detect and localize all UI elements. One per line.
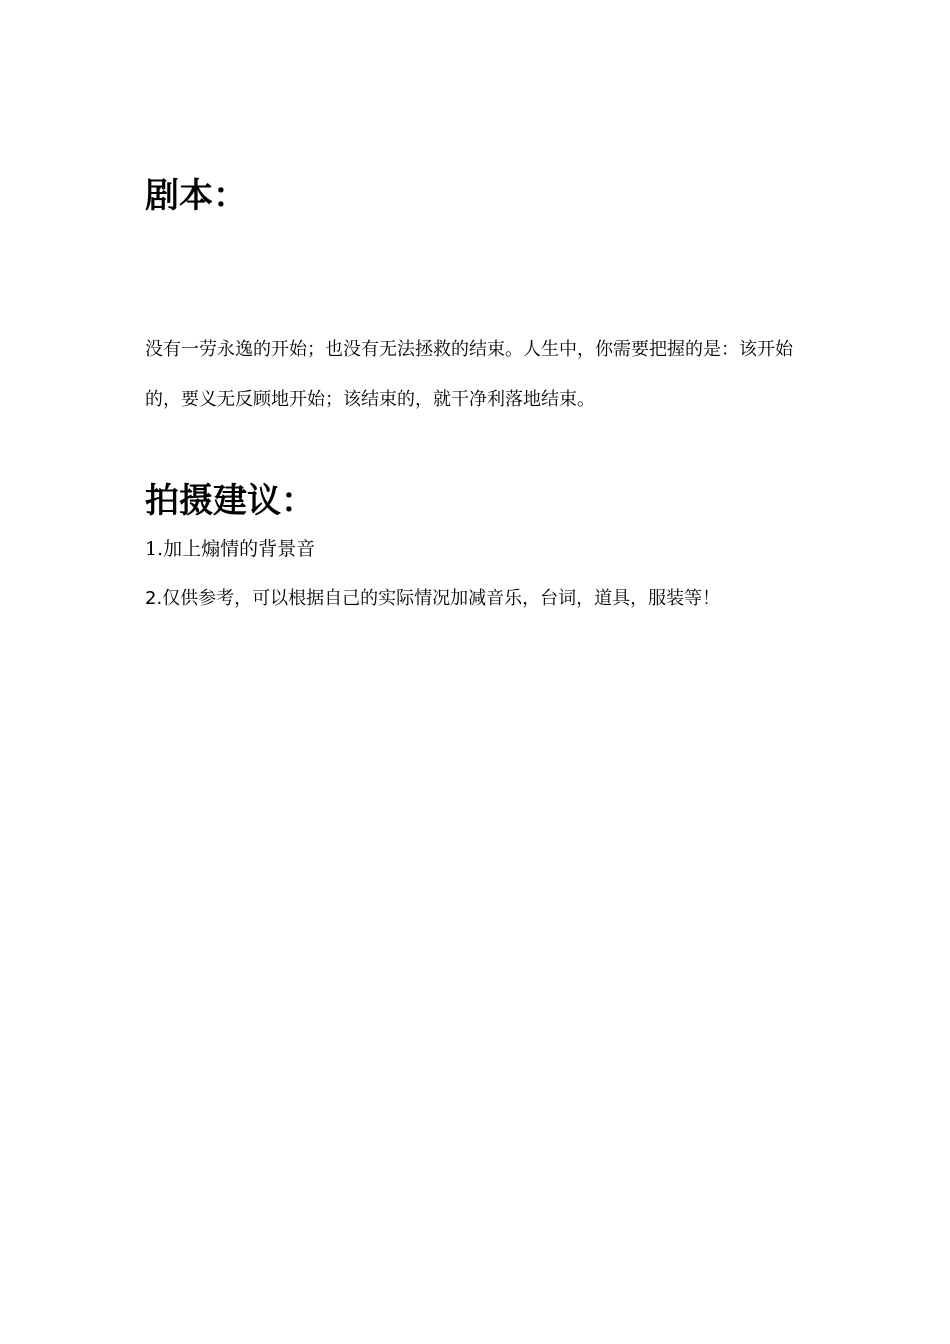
script-body-text: 没有一劳永逸的开始；也没有无法拯救的结束。人生中，你需要把握的是：该开始的，要义无反顾地开始；该结束的，就干净利落地结束。 bbox=[145, 339, 793, 410]
suggestion-item: 1.加上煽情的背景音 bbox=[145, 538, 316, 560]
suggestion-item: 2.仅供参考，可以根据自己的实际情况加减音乐，台词，道具，服装等！ bbox=[145, 588, 721, 609]
script-heading: 剧本： bbox=[145, 176, 247, 216]
suggestions-heading: 拍摄建议： bbox=[145, 481, 315, 521]
